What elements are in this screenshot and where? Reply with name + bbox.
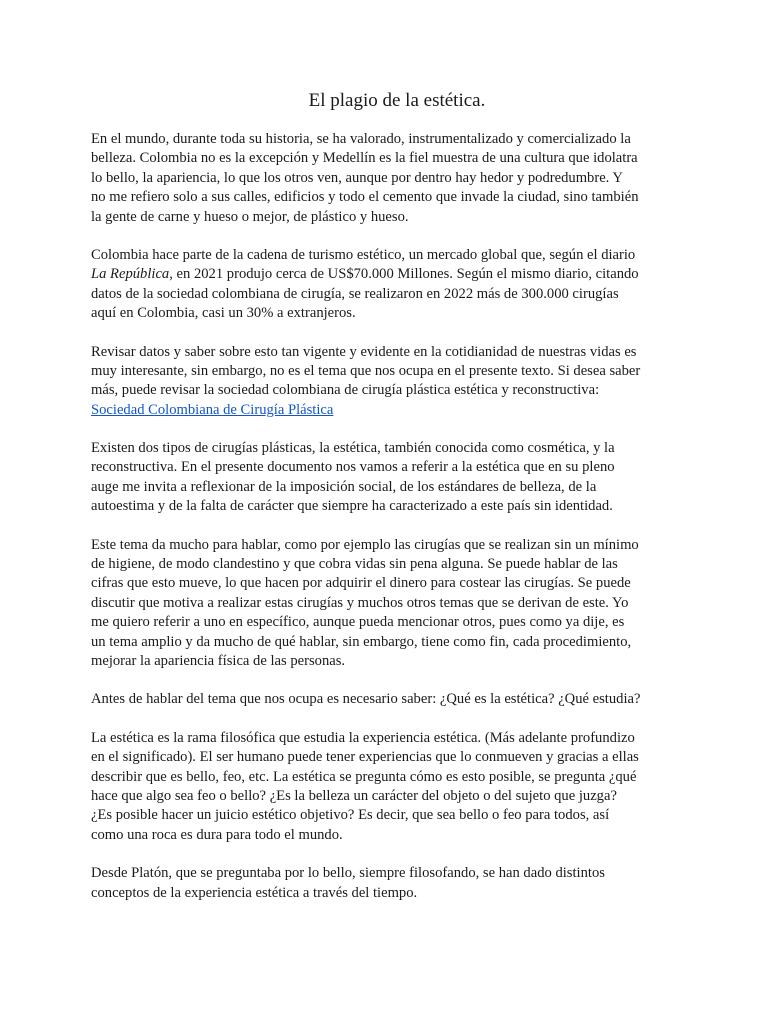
text-line: como una roca es dura para todo el mundo. [91, 826, 343, 843]
paragraph-3 [91, 343, 703, 421]
text-line [91, 401, 703, 420]
text-line: discutir que motiva a realizar estas cirugías y muchos otros temas que se derivan de este. Yo [91, 594, 629, 611]
text-line: datos de la sociedad colombiana de cirugía, se realizaron en 2022 más de 300.000 cirugías [91, 285, 619, 302]
text-line: auge me invita a reflexionar de la imposición social, de los estándares de belleza, de la [91, 478, 597, 495]
text-line: En el mundo, durante toda su historia, se ha valorado, instrumentalizado y comercializado la [91, 131, 631, 147]
text-line: ¿Es posible hacer un juicio estético objetivo? Es decir, que sea bello o feo para todos, así [91, 807, 610, 824]
text-line: la gente de carne y hueso o mejor, de plástico y hueso. [91, 208, 409, 225]
text-line: Antes de hablar del tema que nos ocupa es necesario saber: ¿Qué es la estética? ¿Qué estudia? [91, 691, 641, 708]
text-line: describir que es bello, feo, etc. La estética se pregunta cómo es esto posible, se pregunta ¿qué [91, 768, 637, 785]
text-line: no me refiero solo a sus calles, edificios y todo el cemento que invade la ciudad, sino también [91, 189, 639, 206]
text-line: un tema amplio y da mucho de qué hablar, sin embargo, tiene como fin, cada procedimiento, [91, 633, 632, 650]
text-line [91, 265, 703, 284]
text-line: de higiene, de modo clandestino y que cobra vidas sin pena alguna. Se puede hablar de las [91, 556, 618, 573]
text-line: cifras que esto mueve, lo que hacen por adquirir el dinero para costear las cirugías. Se puede [91, 575, 631, 592]
text-line: Este tema da mucho para hablar, como por ejemplo las cirugías que se realizan sin un mínimo [91, 536, 639, 553]
text-line: lo bello, la apariencia, lo que los otros ven, aunque por dentro hay hedor y podredumbre. Y [91, 169, 623, 186]
document-page [91, 88, 703, 922]
text-fragment: , en 2021 produjo cerca de US$70.000 Millones. Según el mismo diario, citando [169, 266, 639, 283]
text-line: conceptos de la experiencia estética a través del tiempo. [91, 884, 418, 901]
text-line: reconstructiva. En el presente documento nos vamos a referir a la estética que en su pleno [91, 459, 615, 476]
text-line: me quiero referir a uno en específico, aunque pueda mencionar otros, pues como ya dije, es [91, 614, 625, 631]
text-line: en el significado). El ser humano puede tener experiencias que lo conmueven y gracias a ellas [91, 749, 639, 766]
paragraph-1 [91, 130, 703, 227]
text-line: Revisar datos y saber sobre esto tan vigente y evidente en la cotidianidad de nuestras vidas es [91, 343, 637, 360]
text-line: aquí en Colombia, casi un 30% a extranjeros. [91, 305, 356, 322]
text-line: Colombia hace parte de la cadena de turismo estético, un mercado global que, según el diario [91, 246, 636, 263]
text-line: autoestima y de la falta de carácter que siempre ha caracterizado a este país sin identidad. [91, 498, 613, 515]
text-line: Desde Platón, que se preguntaba por lo bello, siempre filosofando, se han dado distintos [91, 865, 605, 882]
text-line: muy interesante, sin embargo, no es el tema que nos ocupa en el presente texto. Si desea saber [91, 362, 641, 379]
paragraph-8 [91, 864, 703, 903]
paragraph-7 [91, 729, 703, 845]
text-line: belleza. Colombia no es la excepción y Medellín es la fiel muestra de una cultura que idolatra [91, 150, 638, 167]
newspaper-name: La República [91, 266, 170, 283]
text-line: mejorar la apariencia física de las personas. [91, 652, 346, 669]
paragraph-6 [91, 690, 703, 709]
paragraph-2 [91, 246, 703, 324]
text-line: más, puede revisar la sociedad colombiana de cirugía plástica estética y reconstructiva: [91, 382, 600, 399]
text-line: La estética es la rama filosófica que estudia la experiencia estética. (Más adelante profundizo [91, 729, 635, 746]
text-line: hace que algo sea feo o bello? ¿Es la belleza un carácter del objeto o del sujeto que juzga? [91, 787, 617, 804]
paragraph-5 [91, 536, 703, 672]
society-link[interactable]: Sociedad Colombiana de Cirugía Plástica [91, 401, 334, 418]
text-line: Existen dos tipos de cirugías plásticas, la estética, también conocida como cosmética, y la [91, 440, 615, 457]
document-title: El plagio de la estética. [308, 90, 486, 111]
paragraph-4 [91, 439, 703, 517]
